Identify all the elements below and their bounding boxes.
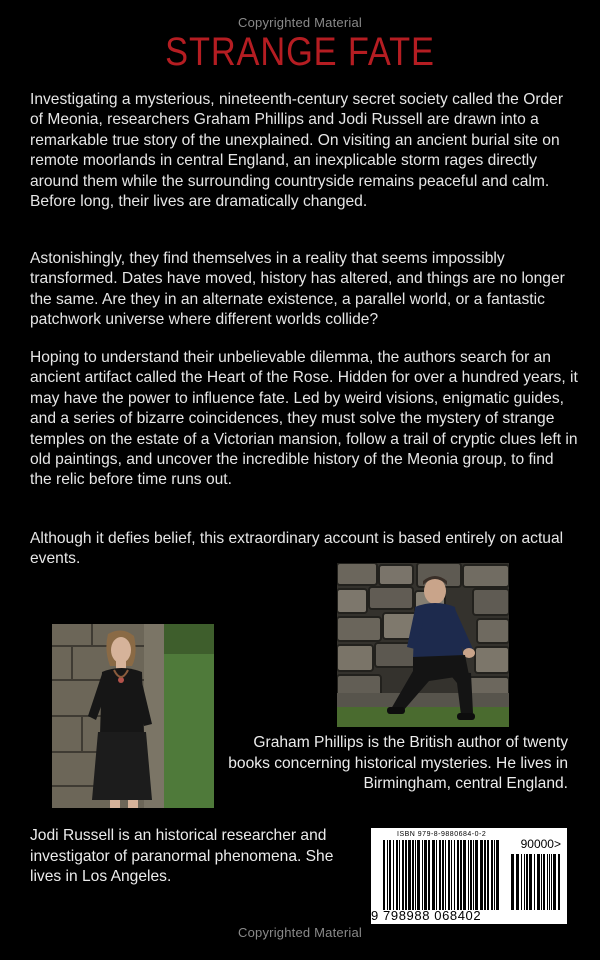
barcode-bar [454,840,455,910]
barcode-bar [553,854,556,910]
barcode-bar [389,840,391,910]
barcode-bar [396,840,398,910]
barcode-bar [412,840,414,910]
barcode-bar [405,840,407,910]
barcode-bar [460,840,462,910]
barcode-bar [399,840,400,910]
barcode-bar [442,840,444,910]
barcode-bar [424,840,427,910]
jodi-russell-bio: Jodi Russell is an historical researcher and investigator of paranormal phenomena. She lives in Los Angeles. [30,827,334,886]
blurb-paragraph-1: Investigating a mysterious, nineteenth-century secret society called the Order of Meonia, researchers Graham Phillips and Jodi Russell are drawn into a remarkable true story of the unexplained. On visiting an ancient burial site on remote moorlands in central England, an inexplicable storm rages directly around them while the surrounding countryside remains peaceful and calm. Before long, their lives are dramatically changed. [30,91,564,211]
barcode-bar [491,840,493,910]
barcode-bar [463,840,466,910]
barcode-bar [521,854,522,910]
barcode-bar [547,854,548,910]
barcode-bar [475,840,478,910]
barcode-bars-main [383,840,501,910]
barcode-bar [543,854,545,910]
barcode-bar [526,854,528,910]
barcode-bar [549,854,550,910]
barcode-bar [484,840,486,910]
barcode-bar [494,840,495,910]
barcode-bar [534,854,535,910]
barcode-bar [551,854,552,910]
barcode-bar [480,840,483,910]
graham-phillips-photo [337,563,509,727]
barcode-bar [387,840,388,910]
barcode-bar [415,840,416,910]
barcode-bar [428,840,430,910]
barcode-bar [511,854,514,910]
graham-photo-illustration [337,563,509,727]
barcode-bar [402,840,404,910]
barcode-bar [537,854,540,910]
barcode-bar [470,840,472,910]
barcode-bar [496,840,499,910]
barcode-bar [468,840,469,910]
barcode-bar [408,840,411,910]
blurb-paragraph-4: Although it defies belief, this extraordinary account is based entirely on actual events. [30,530,564,568]
isbn-label: ISBN 979-8-9880684-0-2 [397,831,487,838]
barcode-bar [451,840,452,910]
isbn-barcode [371,828,567,924]
copyright-watermark-bottom: Copyrighted Material [238,925,362,940]
copyright-watermark-top: Copyrighted Material [238,15,362,30]
barcode-bar [524,854,525,910]
price-code: 90000> [520,837,561,851]
barcode-bar [457,840,459,910]
barcode-bars-addon [511,854,561,910]
barcode-bar [422,840,423,910]
barcode-bar [393,840,394,910]
barcode-bar [541,854,542,910]
barcode-bar [516,854,519,910]
jodi-russell-photo [52,624,214,808]
barcode-bar [558,854,560,910]
barcode-bar [383,840,385,910]
book-title: STRANGE FATE [165,30,435,74]
barcode-bar [445,840,446,910]
barcode-bar [529,854,532,910]
graham-phillips-bio: Graham Phillips is the British author of twenty books concerning historical mysteries. He lives in Birmingham, central England. [228,734,568,793]
barcode-bar [432,840,435,910]
barcode-bar [448,840,450,910]
barcode-digits: 9 798988 068402 [371,908,482,923]
barcode-bar [439,840,441,910]
barcode-bar [417,840,420,910]
barcode-bar [487,840,489,910]
jodi-photo-illustration [52,624,214,808]
barcode-bar [473,840,474,910]
blurb-paragraph-3: Hoping to understand their unbelievable dilemma, the authors search for an ancient artifact called the Heart of the Rose. Hidden for over a hundred years, it may have the power to influence fate. Led by weird visions, enigmatic guides, and a series of bizarre coincidences, they must solve the mystery of strange temples on the estate of a Victorian mansion, follow a trail of cryptic clues left in old paintings, and uncover the incredible history of the Meonia group, to find the relic before time runs out. [30,349,578,489]
blurb-paragraph-2: Astonishingly, they find themselves in a reality that seems impossibly transformed. Dates have moved, history has altered, and things are no longer the same. Are they in an alternate existence, a parallel world, or a fantastic patchwork universe where different worlds collide? [30,250,565,329]
barcode-bar [436,840,437,910]
